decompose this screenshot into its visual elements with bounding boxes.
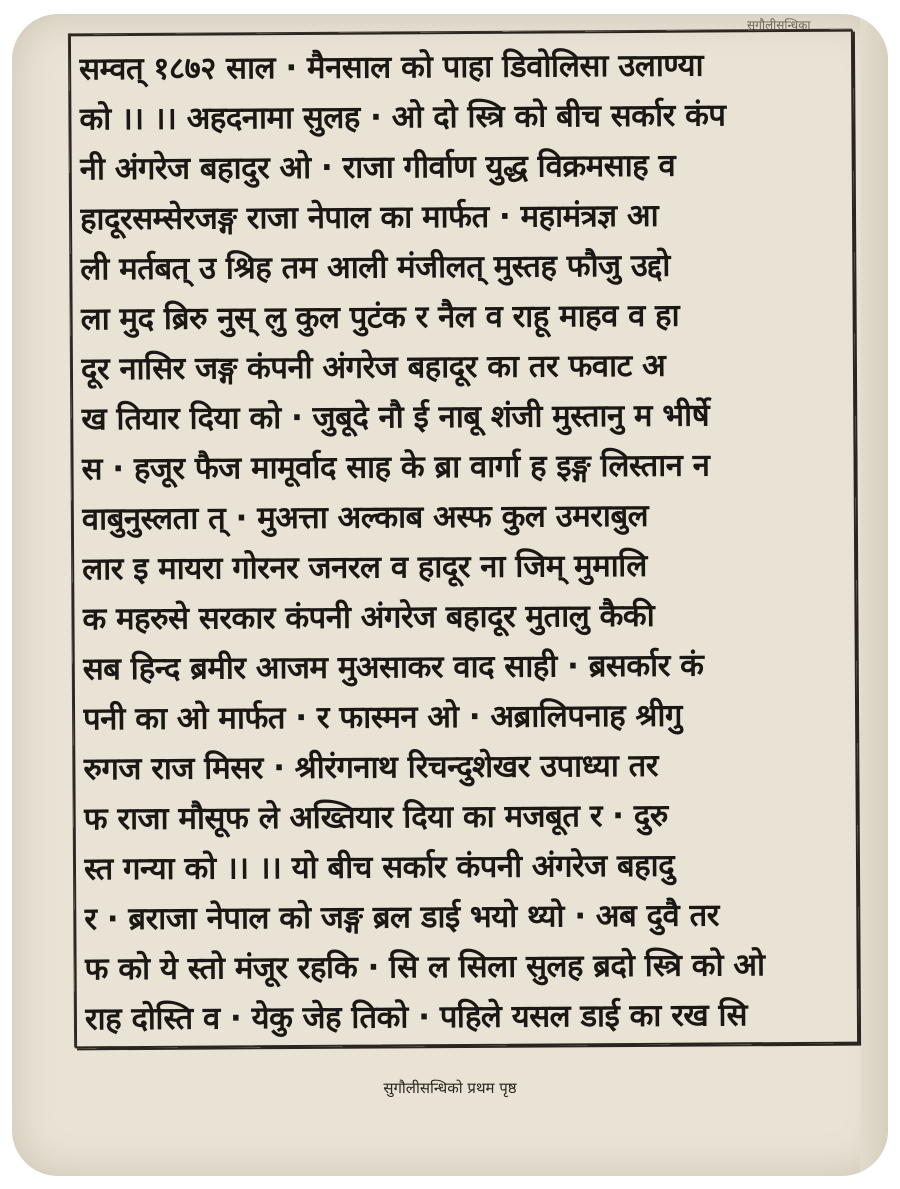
manuscript-line: फ को ये स्तो मंजूर रहकि · सि ल सिला सुलह ब्रदो स्त्रि को ओ (84, 947, 765, 988)
manuscript-line: ला मुद ब्रिरु नुस् लु कुल पुटंक र नैल व राहू माहव व हा (80, 297, 680, 338)
manuscript-line: हादूरसम्सेरजङ्ग राजा नेपाल का मार्फत · महामंत्रज्ञ आ (79, 197, 659, 238)
manuscript-line: रुगज राज मिसर · श्रीरंगनाथ रिचन्दुशेखर उपाध्या तर (83, 747, 659, 788)
manuscript-line: लार इ मायरा गोरनर जनरल व हादूर ना जिम् मुमालि (82, 547, 647, 588)
manuscript-line: स · हजूर फैज मामूर्वाद साह के ब्रा वार्गा ह इङ्ग लिस्तान न (81, 447, 710, 488)
running-head: सुगौलीसन्धिका (747, 18, 811, 32)
manuscript-line: नी अंगरेज बहादुर ओ · राजा गीर्वाण युद्ध विक्रमसाह व (79, 147, 676, 188)
manuscript-line: ख तियार दिया को · जुबूदे नौ ई नाबू शंजी मुस्तानु म भीर्षे (81, 397, 710, 438)
manuscript-line: को ।। ।। अहदनामा सुलह · ओ दो स्त्रि को बीच सर्कार कंप (79, 97, 726, 138)
page-edge (860, 14, 888, 1176)
manuscript-line: राह दोस्ति व · येकु जेह तिको · पहिले यसल डाई का रख सि (84, 997, 748, 1038)
manuscript-line: र · ब्रराजा नेपाल को जङ्ग ब्रल डाई भयो थ्यो · अब दुवै तर (84, 897, 719, 938)
manuscript-line: क महरुसे सरकार कंपनी अंगरेज बहादूर मुतालु कैकी (82, 597, 655, 638)
photographed-page (12, 14, 888, 1176)
manuscript-line: सम्वत् १८७२ साल · मैनसाल को पाहा डिवोलिसा उलाण्या (79, 47, 704, 88)
manuscript-line: ली मर्तबत् उ श्रिह तम आली मंजीलत् मुस्तह फौजु उद्दो (80, 247, 671, 288)
manuscript-line: फ राजा मौसूफ ले अख्तियार दिया का मजबूत र · दुरु (83, 797, 668, 838)
manuscript-line: पनी का ओ मार्फत · र फास्मन ओ · अब्रालिपनाह श्रीगु (82, 697, 683, 738)
manuscript-line: स्त गन्या को ।। ।। यो बीच सर्कार कंपनी अंगरेज बहादु (83, 847, 675, 888)
manuscript-line: सब हिन्द ब्रमीर आजम मुअसाकर वाद साही · ब्रसर्कार कं (82, 647, 704, 688)
manuscript-line: दूर नासिर जङ्ग कंपनी अंगरेज बहादूर का तर फवाट अ (80, 347, 666, 388)
manuscript-line: वाबुनुस्लता त् · मुअत्ता अल्काब अस्फ कुल उमराबुल (81, 497, 649, 538)
manuscript-frame (69, 30, 859, 1049)
figure-caption: सुगौलीसन्धिको प्रथम पृष्ठ (383, 1079, 517, 1097)
